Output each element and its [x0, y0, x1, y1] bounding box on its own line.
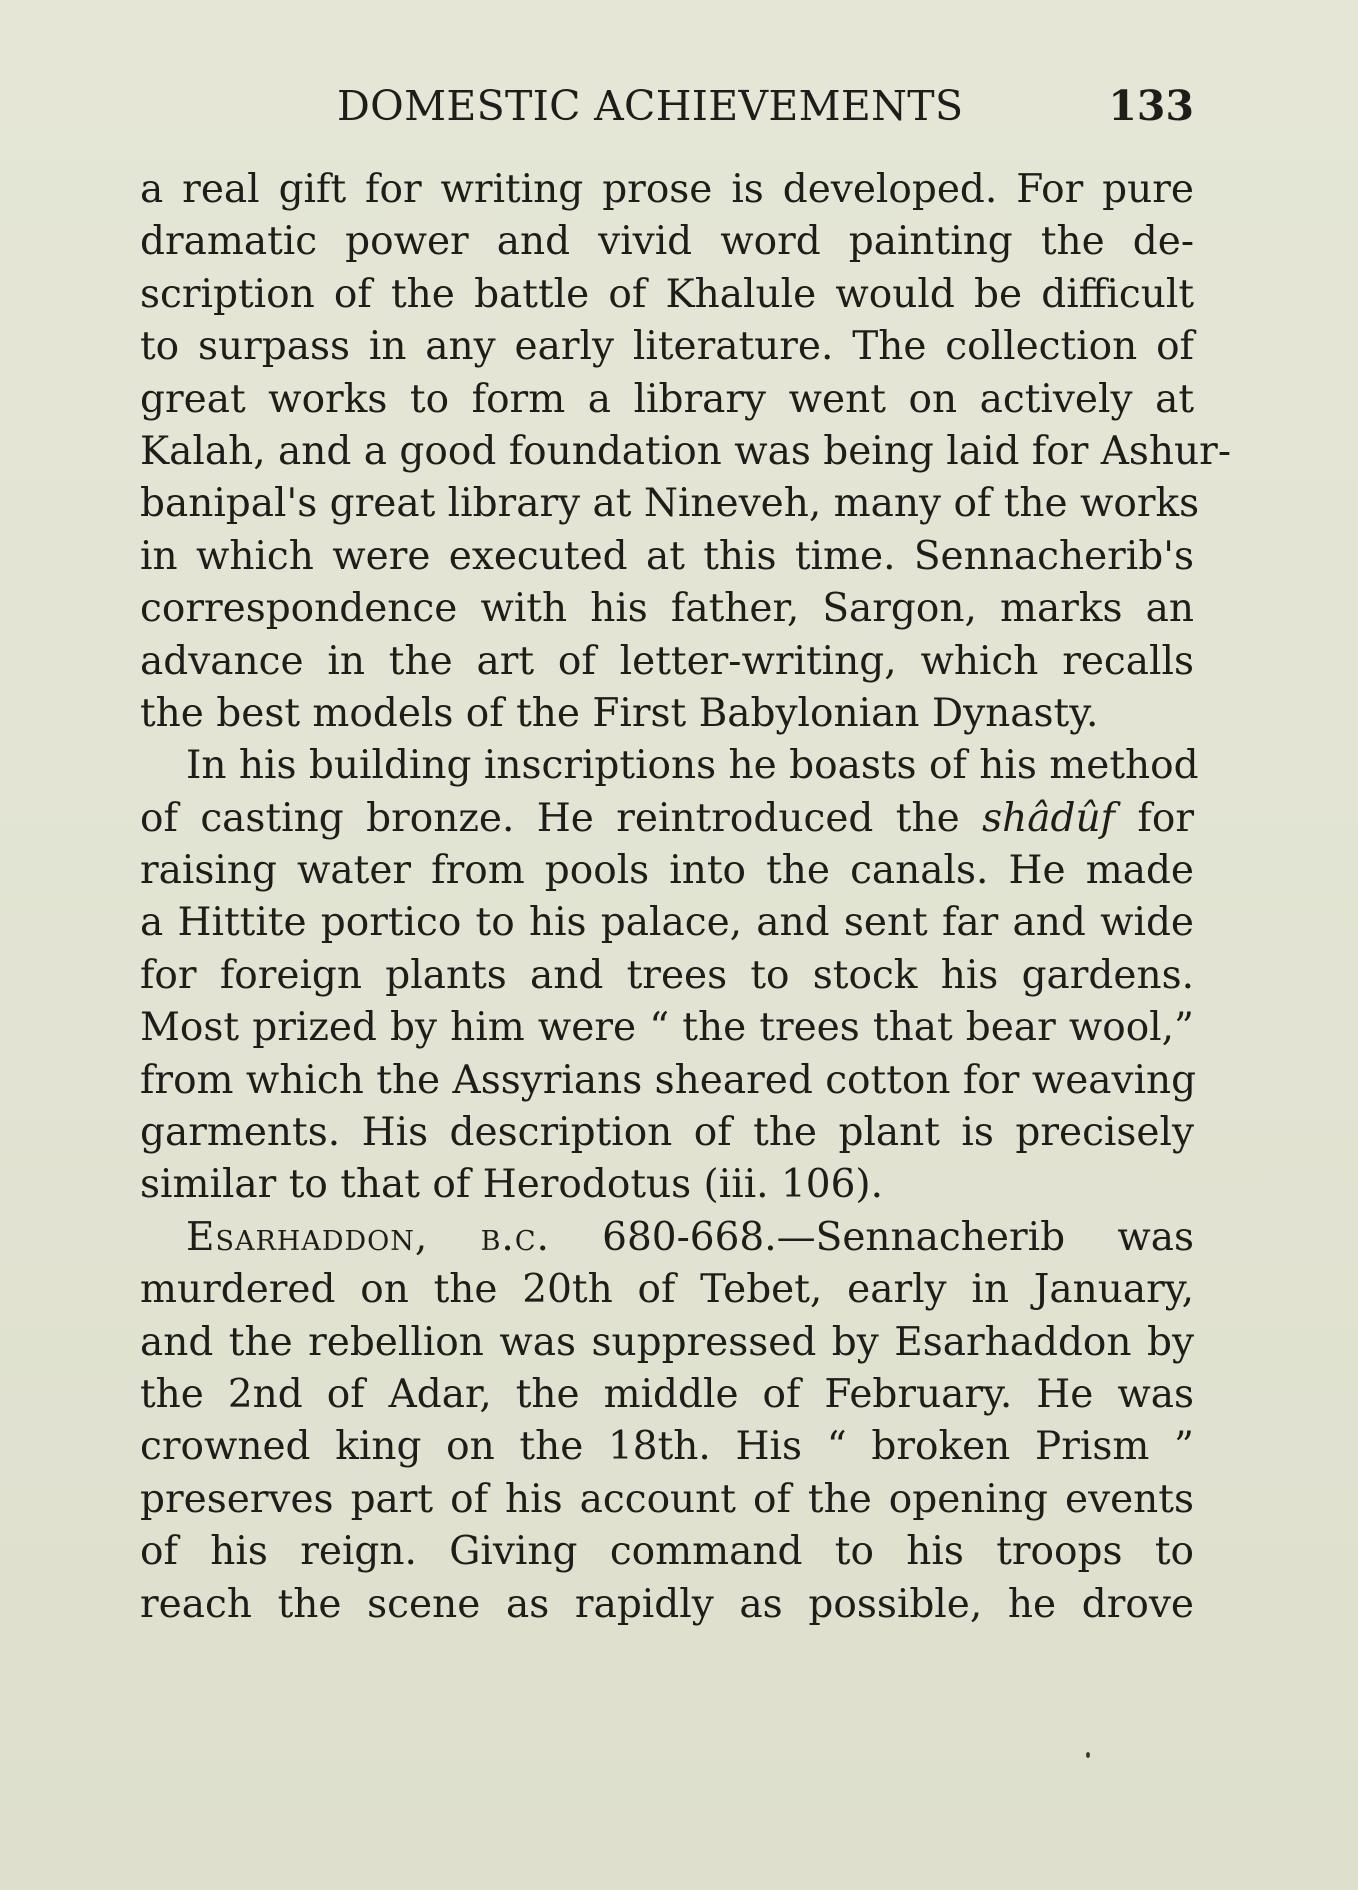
text-line: preserves part of his account of the opening events	[140, 1476, 1194, 1522]
text-run	[428, 1215, 480, 1260]
text-line: banipal's great library at Nineveh, many of the works	[140, 481, 1200, 527]
text-line: Kalah, and a good foundation was being laid for Ashur-	[140, 428, 1231, 474]
text-line: raising water from pools into the canals. He made	[140, 848, 1194, 894]
text-line: similar to that of Herodotus (iii. 106).	[140, 1162, 884, 1208]
text-line: crowned king on the 18th. His “ broken Prism ”	[140, 1424, 1194, 1470]
text-line: the best models of the First Babylonian Dynasty.	[140, 690, 1099, 736]
text-line: a Hittite portico to his palace, and sent far and wide	[140, 900, 1194, 946]
text-line: and the rebellion was suppressed by Esarhaddon by	[140, 1319, 1194, 1365]
body-text	[140, 164, 1231, 1631]
italic-term: shâdûf	[982, 795, 1115, 841]
text-line	[140, 1212, 1194, 1264]
text-line: in which were executed at this time. Sennacherib's	[140, 533, 1194, 579]
text-line: the 2nd of Adar, the middle of February. He was	[140, 1371, 1194, 1417]
text-line: reach the scene as rapidly as possible, he drove	[140, 1581, 1194, 1627]
text-line: to surpass in any early literature. The collection of	[140, 324, 1194, 370]
text-run: of casting bronze. He reintroduced the	[140, 795, 983, 841]
text-line: murdered on the 20th of Tebet, early in January,	[140, 1267, 1194, 1313]
era-abbreviation: b.c.	[480, 1214, 550, 1260]
text-line: dramatic power and vivid word painting the de-	[140, 219, 1194, 265]
text-line: correspondence with his father, Sargon, marks an	[140, 586, 1194, 632]
text-line: of his reign. Giving command to his troops to	[140, 1529, 1194, 1575]
text-run: for	[1115, 795, 1194, 841]
running-title: DOMESTIC ACHIEVEMENTS	[337, 82, 964, 130]
text-run: 680-668.—Sennacherib was	[549, 1214, 1194, 1260]
text-line: from which the Assyrians sheared cotton for weaving	[140, 1057, 1197, 1103]
page-number: 133	[1108, 82, 1194, 130]
text-line: In his building inscriptions he boasts of his method	[186, 743, 1199, 789]
text-line: great works to form a library went on actively at	[140, 376, 1194, 422]
page-header	[140, 78, 1194, 134]
text-line	[140, 793, 1194, 845]
text-line: garments. His description of the plant is precisely	[140, 1110, 1194, 1156]
text-line: a real gift for writing prose is developed. For pure	[140, 167, 1194, 212]
text-line: for foreign plants and trees to stock his gardens.	[140, 952, 1194, 998]
text-line: advance in the art of letter-writing, which recalls	[140, 638, 1194, 684]
text-line: Most prized by him were “ the trees that bear wool,”	[140, 1005, 1194, 1051]
text-line: scription of the battle of Khalule would be difficult	[140, 271, 1194, 317]
ink-speck	[1086, 1752, 1090, 1758]
section-heading-name: Esarhaddon,	[186, 1214, 429, 1260]
